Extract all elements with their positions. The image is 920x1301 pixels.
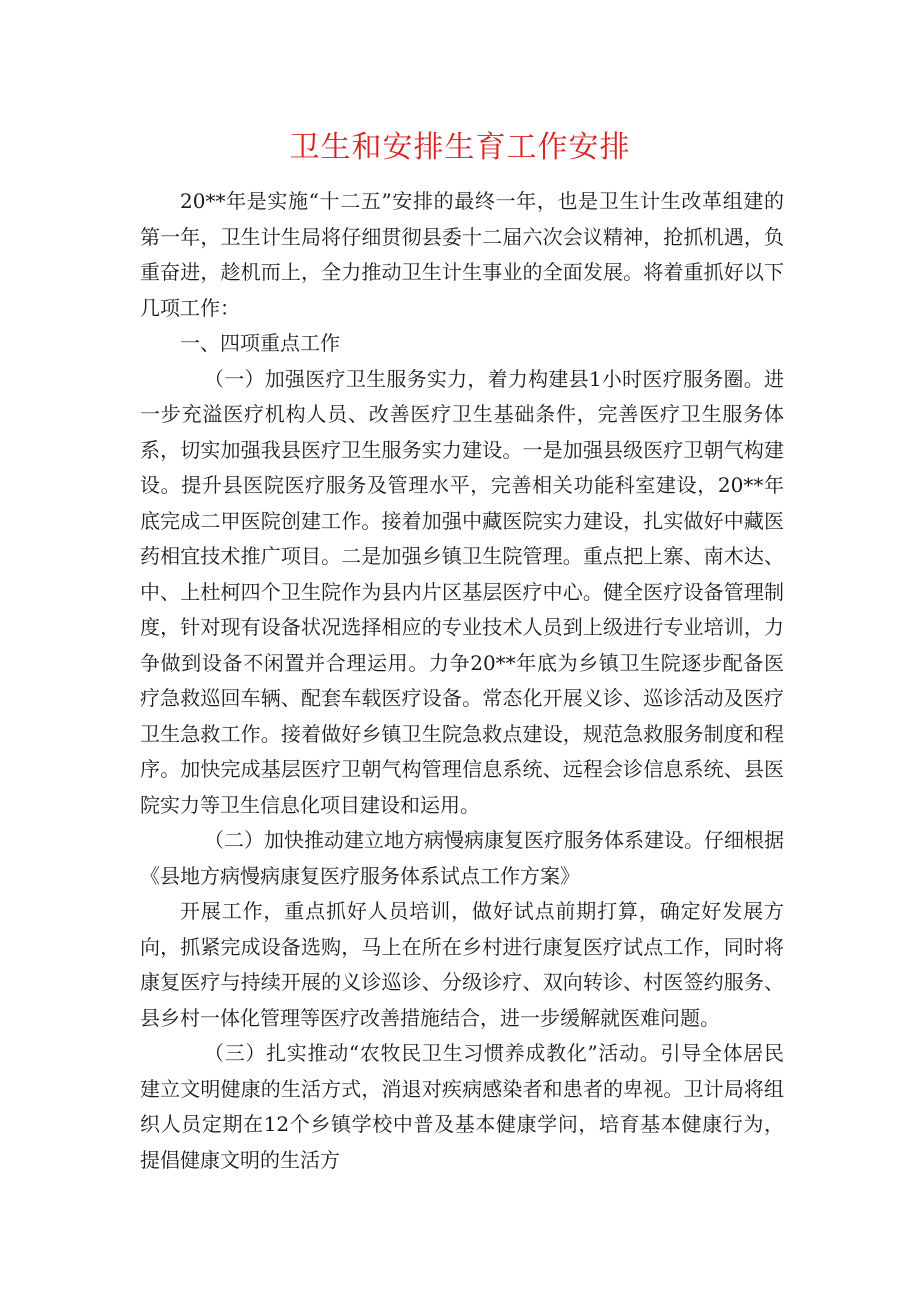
item-paragraph-1: （一）加强医疗卫生服务实力，着力构建县1小时医疗服务圈。进一步充溢医疗机构人员、改善医疗卫生基础条件，完善医疗卫生服务体系，切实加强我县医疗卫生服务实力建设。一是加强县级医疗卫朝气构建设。提升县医院医疗服务及管理水平，完善相关功能科室建设，20**年底完成二甲医院创建工作。接着加强中藏医院实力建设，扎实做好中藏医药相宜技术推广项目。二是加强乡镇卫生院管理。重点把上寨、南木达、中、上杜柯四个卫生院作为县内片区基层医疗中心。健全医疗设备管理制度，针对现有设备状况选择相应的专业技术人员到上级进行专业培训，力争做到设备不闲置并合理运用。力争20**年底为乡镇卫生院逐步配备医疗急救巡回车辆、配套车载医疗设备。常态化开展义诊、巡诊活动及医疗卫生急救工作。接着做好乡镇卫生院急救点建设，规范急救服务制度和程序。加快完成基层医疗卫朝气构管理信息系统、远程会诊信息系统、县医院实力等卫生信息化项目建设和运用。 [140, 366, 784, 817]
document-body [140, 184, 784, 1178]
item-paragraph-3: （三）扎实推动“农牧民卫生习惯养成教化”活动。引导全体居民建立文明健康的生活方式，消退对疾病感染者和患者的卑视。卫计局将组织人员定期在12个乡镇学校中普及基本健康学问，培育基本健康行为，提倡健康文明的生活方 [140, 1041, 784, 1172]
section-heading: 一、四项重点工作 [180, 331, 340, 355]
item-paragraph-2: （二）加快推动建立地方病慢病康复医疗服务体系建设。仔细根据《县地方病慢病康复医疗服务体系试点工作方案》 [140, 828, 784, 888]
document-title: 卫生和安排生育工作安排 [289, 130, 631, 165]
intro-paragraph: 20**年是实施“十二五”安排的最终一年，也是卫生计生改革组建的第一年，卫生计生局将仔细贯彻县委十二届六次会议精神，抢抓机遇，负重奋进，趁机而上，全力推动卫生计生事业的全面发展。将着重抓好以下几项工作： [140, 189, 784, 320]
item-paragraph-2-continued: 开展工作，重点抓好人员培训，做好试点前期打算，确定好发展方向，抓紧完成设备选购，马上在所在乡村进行康复医疗试点工作，同时将康复医疗与持续开展的义诊巡诊、分级诊疗、双向转诊、村医签约服务、县乡村一体化管理等医疗改善措施结合，进一步缓解就医难问题。 [140, 899, 784, 1030]
